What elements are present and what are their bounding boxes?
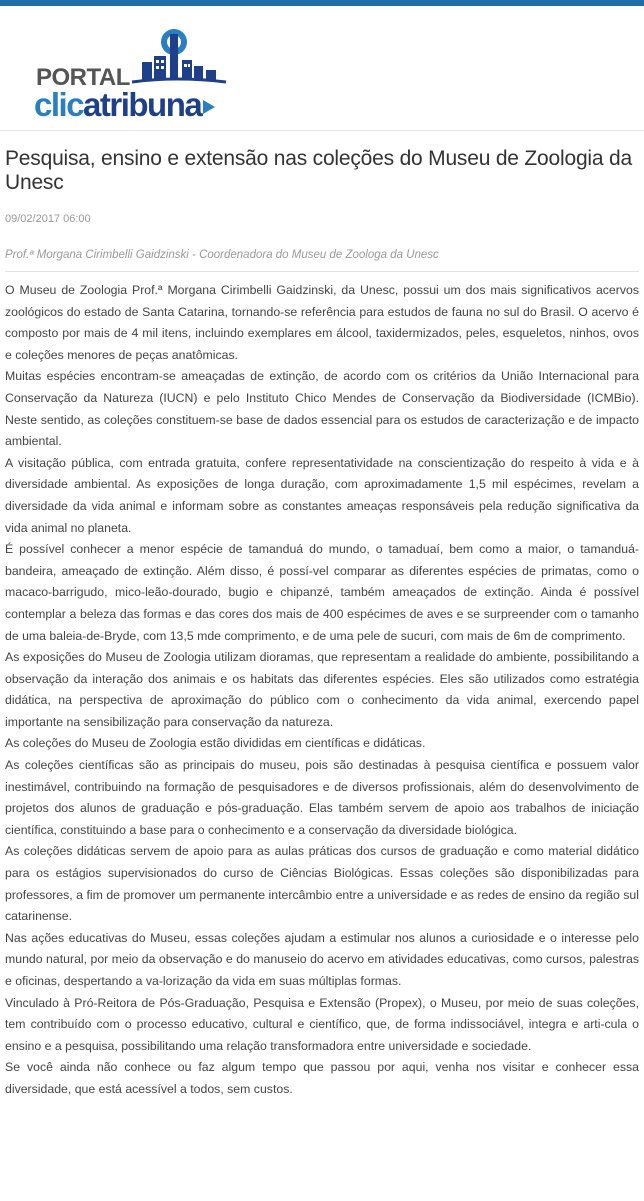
site-header [0, 6, 644, 131]
article-paragraph: Nas ações educativas do Museu, essas coleções ajudam a estimular nos alunos a curiosidade e o interesse pelo mundo natural, por meio da observação e do manuseio do acervo em atividades educativas, como cursos, palestras e oficinas, despertando a va-lorização da vida em suas múltiplas formas. [5, 930, 639, 988]
logo-clic-text: clic [34, 86, 84, 123]
article [0, 131, 644, 1101]
logo-tribuna-text: atribuna [83, 86, 202, 123]
article-paragraph: Muitas espécies encontram-se ameaçadas de extinção, de acordo com os critérios da União Internacional para Conservação da Natureza (IUCN) e pelo Instituto Chico Mendes de Conservação da Biodiversidade (ICMBio). Neste sentido, as coleções constituem-se base de dados essencial para os estudos de caracterização e de impacto ambiental. [5, 369, 639, 449]
logo-brand-text [34, 88, 215, 121]
logo-portal-text: PORTAL [36, 64, 130, 91]
city-skyline-icon [122, 26, 232, 88]
play-arrow-icon [203, 100, 215, 114]
article-paragraph: É possível conhecer a menor espécie de tamanduá do mundo, o tamaduaí, bem como a maior, o tamanduá-bandeira, ameaçado de extinção. Além disso, é possí-vel comparar as diferentes espécies de primatas, como o macaco-barrigudo, mico-leão-dourado, bugio e chipanzé, também ameaçados de extinção. Ainda é possível contemplar a beleza das formas e das cores dos mais de 400 espécimes de aves e se surpreender com o tamanho de uma baleia-de-Bryde, com 13,5 mde comprimento, e de uma pele de sucuri, com mais de 6m de comprimento. [5, 542, 639, 643]
article-title: Pesquisa, ensino e extensão nas coleções do Museu de Zoologia da Unesc [5, 147, 632, 194]
article-paragraph: As coleções do Museu de Zoologia estão divididas em científicas e didáticas. [5, 736, 426, 751]
article-paragraph: A visitação pública, com entrada gratuita, confere representatividade na conscientização do respeito à vida e à diversidade ambiental. As exposições de longa duração, com aproximadamente 1,5 mil espécimes, revelam a diversidade da vida animal e informam sobre as constantes ameaças responsáveis pela redução significativa da vida animal no planeta. [5, 455, 639, 535]
article-date: 09/02/2017 06:00 [5, 213, 91, 225]
image-caption: Prof.ª Morgana Cirimbelli Gaidzinski - Coordenadora do Museu de Zoologa da Unesc [5, 249, 639, 272]
article-paragraph: As exposições do Museu de Zoologia utilizam dioramas, que representam a realidade do ambiente, possibilitando a observação da interação dos animais e os habitats das diferentes espécies. Eles são utilizados como estratégia didática, na perspectiva de aproximação do público com o conhecimento da vida animal, exercendo papel importante na sensibilização para conservação da natureza. [5, 650, 639, 729]
article-paragraph: Vinculado à Pró-Reitora de Pós-Graduação, Pesquisa e Extensão (Propex), o Museu, por meio de suas coleções, tem contribuído com o processo educativo, cultural e científico, que, de forma indissociável, integra e arti-cula o ensino e a pesquisa, possibilitando uma relação transformadora entre universidade e sociedade. [5, 995, 639, 1053]
article-paragraph: As coleções didáticas servem de apoio para as aulas práticas dos cursos de graduação e como material didático para os estágios supervisionados do curso de Ciências Biológicas. Essas coleções são disponibilizadas para professores, a fim de promover um permanente intercâmbio entre a universidade e as redes de ensino da região sul catarinense. [5, 844, 639, 924]
article-paragraph: O Museu de Zoologia Prof.ª Morgana Cirimbelli Gaidzinski, da Unesc, possui um dos mais significativos acervos zoológicos do estado de Santa Catarina, tornando-se referência para estudos de fauna no sul do Brasil. O acervo é composto por mais de 4 mil itens, incluindo exemplares em álcool, taxidermizados, peles, esqueletos, ninhos, ovos e coleções menores de peças anatômicas. [5, 283, 639, 362]
site-logo[interactable] [30, 26, 240, 126]
article-paragraph: As coleções científicas são as principais do museu, pois são destinadas à pesquisa científica e possuem valor inestimável, contribuindo na formação de pesquisadores e de diversos profissionais, além do desenvolvimento de projetos dos alunos de graduação e pós-graduação. Elas também servem de apoio aos trabalhos de iniciação científica, constituindo a base para o conhecimento e a conservação da diversidade biológica. [5, 758, 639, 837]
article-body [5, 280, 639, 1101]
article-paragraph: Se você ainda não conhece ou faz algum tempo que passou por aqui, venha nos visitar e conhecer essa diversidade, que está acessível a todos, sem custos. [5, 1060, 639, 1096]
